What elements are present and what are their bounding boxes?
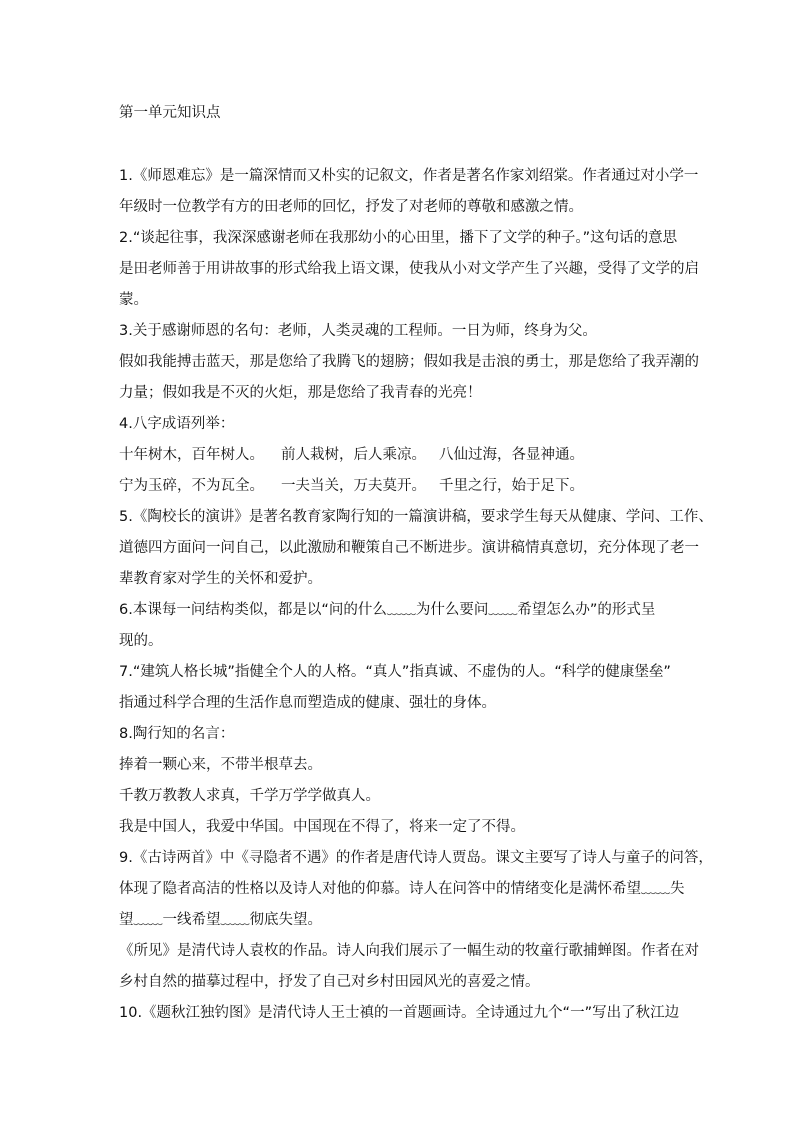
text-line: 3.关于感谢师恩的名句：老师，人类灵魂的工程师。一日为师，终身为父。 (119, 323, 597, 339)
text-line: 体现了隐者高洁的性格以及诗人对他的仰慕。诗人在问答中的情绪变化是满怀希望﹏﹏失 (119, 881, 685, 897)
page-title: 第一单元知识点 (119, 105, 221, 121)
text-line: 千教万教教人求真，千学万学学做真人。 (119, 788, 380, 804)
text-line: 望﹏﹏一线希望﹏﹏彻底失望。 (119, 912, 322, 928)
text-line: 捧着一颗心来，不带半根草去。 (119, 757, 322, 773)
text-line: 4.八字成语列举： (119, 416, 235, 432)
idiom: 一夫当关，万夫莫开。 (281, 478, 426, 494)
text-line: 假如我能搏击蓝天，那是您给了我腾飞的翅膀；假如我是击浪的勇士，那是您给了我弄潮的 (119, 354, 699, 370)
idiom: 宁为玉碎，不为瓦全。 (119, 478, 264, 494)
document-body (119, 161, 713, 1029)
idiom: 千里之行，始于足下。 (439, 478, 584, 494)
text-line: 2.“谈起往事，我深深感谢老师在我那幼小的心田里，播下了文学的种子。”这句话的意思 (119, 230, 678, 246)
idiom: 八仙过海，各显神通。 (439, 447, 584, 463)
text-line: 6.本课每一问结构类似，都是以“问的什么﹏﹏为什么要问﹏﹏希望怎么办”的形式呈 (119, 602, 656, 618)
text-line: 8.陶行知的名言： (119, 726, 235, 742)
text-line: 我是中国人，我爱中华国。中国现在不得了，将来一定了不得。 (119, 819, 525, 835)
text-line: 10.《题秋江独钓图》是清代诗人王士禛的一首题画诗。全诗通过九个“一”写出了秋江边 (119, 1005, 680, 1021)
text-line: 9.《古诗两首》中《寻隐者不遇》的作者是唐代诗人贾岛。课文主要写了诗人与童子的问答， (119, 850, 713, 866)
text-line: 7.“建筑人格长城”指健全个人的人格。“真人”指真诚、不虚伪的人。“科学的健康堡垒” (119, 664, 671, 680)
idiom-row (119, 440, 679, 471)
text-line: 现的。 (119, 633, 163, 649)
text-line: 乡村自然的描摹过程中，抒发了自己对乡村田园风光的喜爱之情。 (119, 974, 540, 990)
idiom: 前人栽树，后人乘凉。 (281, 447, 426, 463)
text-line: 指通过科学合理的生活作息而塑造成的健康、强壮的身体。 (119, 695, 496, 711)
text-line: 《所见》是清代诗人袁枚的作品。诗人向我们展示了一幅生动的牧童行歌捕蝉图。作者在对 (119, 943, 699, 959)
text-line: 年级时一位教学有方的田老师的回忆，抒发了对老师的尊敬和感激之情。 (119, 199, 583, 215)
text-line: 力量；假如我是不灭的火炬，那是您给了我青春的光亮！ (119, 385, 482, 401)
idiom: 十年树木，百年树人。 (119, 447, 264, 463)
idiom-row (119, 471, 679, 502)
text-line: 辈教育家对学生的关怀和爱护。 (119, 571, 322, 587)
text-line: 是田老师善于用讲故事的形式给我上语文课，使我从小对文学产生了兴趣，受得了文学的启 (119, 261, 699, 277)
text-line: 5.《陶校长的演讲》是著名教育家陶行知的一篇演讲稿，要求学生每天从健康、学问、工作、 (119, 509, 713, 525)
text-line: 蒙。 (119, 292, 148, 308)
text-line: 1.《师恩难忘》是一篇深情而又朴实的记叙文，作者是著名作家刘绍棠。作者通过对小学一 (119, 168, 699, 184)
text-line: 道德四方面问一问自己，以此激励和鞭策自己不断进步。演讲稿情真意切，充分体现了老一 (119, 540, 699, 556)
